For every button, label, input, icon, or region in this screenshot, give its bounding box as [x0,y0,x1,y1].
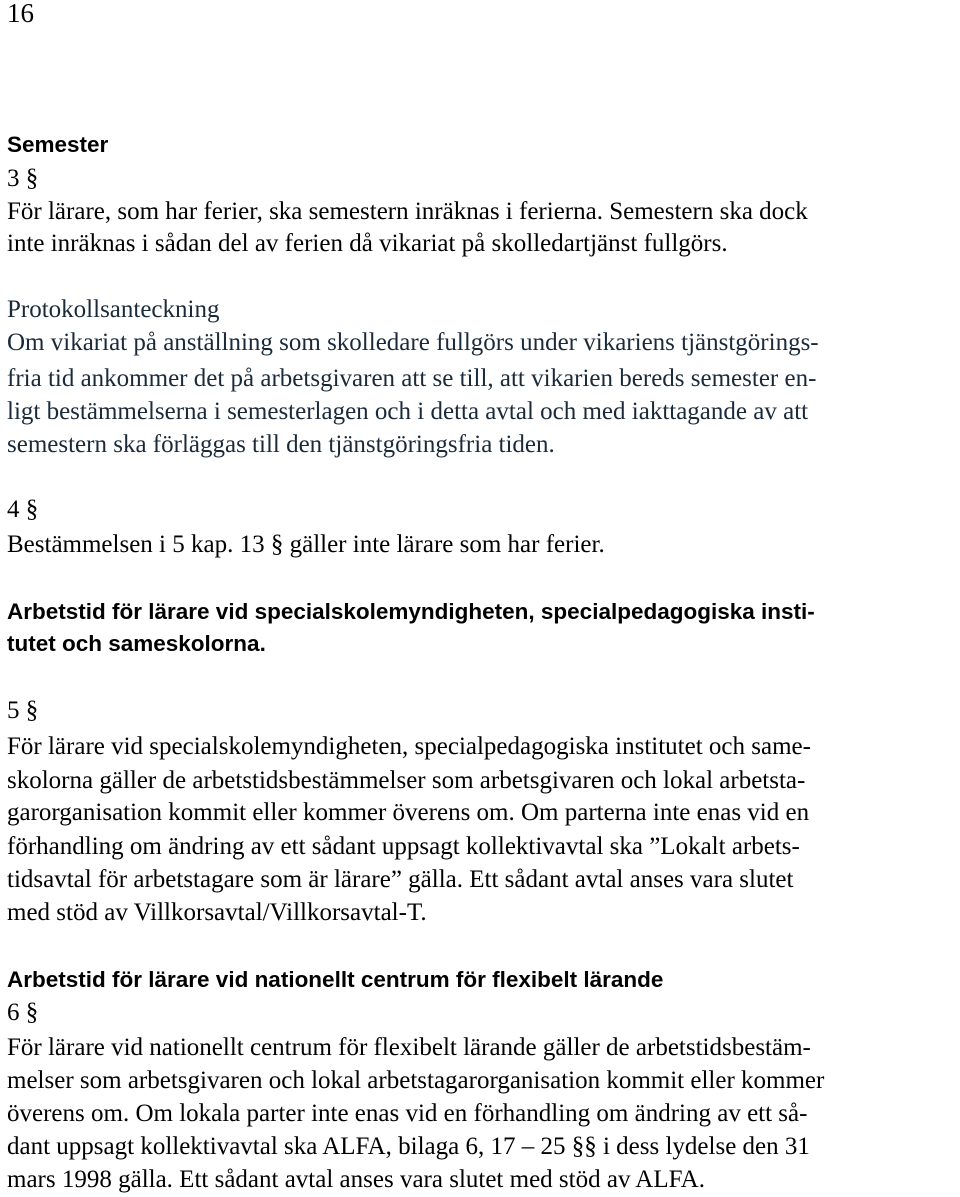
text-line: Bestämmelsen i 5 kap. 13 § gäller inte lärare som har ferier. [7,531,605,558]
page-number: 16 [7,0,34,28]
text-line: garorganisation kommit eller kommer överens om. Om parterna inte enas vid en [7,799,810,826]
text-line: tidsavtal för arbetstagare som är lärare” gälla. Ett sådant avtal anses vara slutet [7,866,794,893]
text-line: dant uppsagt kollektivavtal ska ALFA, bilaga 6, 17 – 25 §§ i dess lydelse den 31 [7,1133,810,1160]
paragraph-number-6: 6 § [7,999,39,1026]
text-line: ligt bestämmelserna i semesterlagen och i detta avtal och med iakttagande av att [7,398,809,425]
section-heading-semester: Semester [7,132,109,157]
text-line: med stöd av Villkorsavtal/Villkorsavtal-T. [7,899,427,926]
text-line: mars 1998 gälla. Ett sådant avtal anses vara slutet med stöd av ALFA. [7,1166,705,1193]
text-line: fria tid ankommer det på arbetsgivaren att se till, att vikarien bereds semester en- [7,365,817,392]
section-heading-continuation: tutet och sameskolorna. [7,631,266,656]
text-line: melser som arbetsgivaren och lokal arbetstagarorganisation kommit eller kommer [7,1067,825,1094]
text-line: inte inräknas i sådan del av ferien då vikariat på skolledartjänst fullgörs. [7,230,728,257]
paragraph-number-4: 4 § [7,496,39,523]
text-line: För lärare vid nationellt centrum för flexibelt lärande gäller de arbetstidsbestäm- [7,1034,811,1061]
paragraph-number-5: 5 § [7,697,39,724]
section-heading-specialskolemyndigheten: Arbetstid för lärare vid specialskolemyndigheten, specialpedagogiska insti- [7,599,815,624]
text-line: För lärare, som har ferier, ska semestern inräknas i ferierna. Semestern ska dock [7,198,808,225]
section-heading-nationellt-centrum: Arbetstid för lärare vid nationellt centrum för flexibelt lärande [7,967,664,992]
text-line: överens om. Om lokala parter inte enas vid en förhandling om ändring av ett så- [7,1100,808,1127]
text-line: skolorna gäller de arbetstidsbestämmelser som arbetsgivaren och lokal arbetsta- [7,767,806,794]
paragraph-number-3: 3 § [7,165,39,192]
text-line: förhandling om ändring av ett sådant uppsagt kollektivavtal ska ”Lokalt arbets- [7,833,800,860]
text-line: För lärare vid specialskolemyndigheten, specialpedagogiska institutet och same- [7,733,811,760]
text-line: Om vikariat på anställning som skolledare fullgörs under vikariens tjänstgörings- [7,329,819,356]
protocol-note-heading: Protokollsanteckning [7,296,220,323]
text-line: semestern ska förläggas till den tjänstgöringsfria tiden. [7,431,555,458]
